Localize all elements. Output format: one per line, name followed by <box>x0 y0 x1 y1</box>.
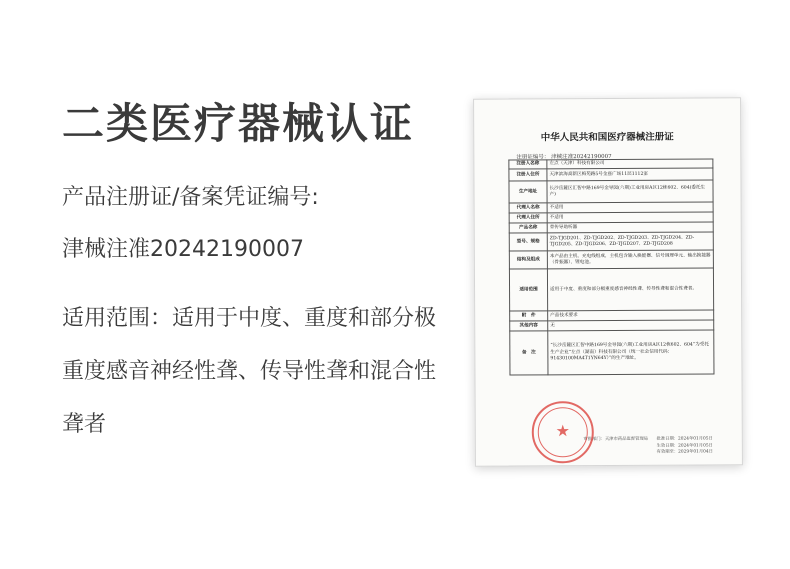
table-row: 其他内容 无 <box>510 320 714 331</box>
table-row: 型号、规格 ZD-TJGD201、ZD-TJGD202、ZD-TJGD203、ZD-TJGD204、ZD-TJGD205、ZD-TJGD206、ZD-TJGD207、ZD-TJGD208 <box>509 232 713 251</box>
certificate-title: 中华人民共和国医疗器械注册证 <box>540 131 674 144</box>
official-seal <box>532 401 594 463</box>
info-panel <box>62 96 462 451</box>
table-row: 适用范围 适用于中度、重度和部分极重度感音神经性聋、传导性聋和混合性聋者。 <box>509 268 713 311</box>
page-heading: 二类医疗器械认证 <box>62 99 415 148</box>
table-row: 生产地址 长沙岳麓区汇智中路169号金导园(六期)工业用房A区12栋602、604(委托生产) <box>509 180 713 203</box>
expiry-date: 有效期至：2029年01月04日 <box>656 449 713 455</box>
table-row: 结构及组成 本产品由主机、充电线组成，主机包含输入换能器、信号调理单元、输出换能器（骨振器）、锂电池。 <box>509 250 713 269</box>
table-row: 代理人住所 不适用 <box>509 212 713 223</box>
effective-date: 生效日期：2024年01月05日 <box>656 442 713 449</box>
table-row: 附 件 产品技术要求 <box>510 310 714 321</box>
table-row: 注册人名称 左点（天津）科技有限公司 <box>509 159 713 169</box>
registration-label: 产品注册证/备案凭证编号: <box>62 185 319 210</box>
scope-text: 适用范围：适用于中度、重度和部分极重度感音神经性聋、传导性聋和混合性聋者 <box>62 306 437 437</box>
table-row: 产品名称 骨传导助听器 <box>509 222 713 233</box>
table-row: 代理人名称 不适用 <box>509 202 713 213</box>
table-row: 注册人住所 天津滨海高新区梅苑路5号金座广场11层1112室 <box>509 168 713 181</box>
certificate-number: 注册证编号： 津械注准20242190007 <box>516 153 612 161</box>
registration-number: 津械注准20242190007 <box>62 237 304 262</box>
certificate-table <box>508 158 714 375</box>
certificate-image <box>473 97 743 466</box>
approval-date: 审批部门：天津市药品监督管理局 批准日期：2024年01月05日 <box>583 436 713 443</box>
seal-star-icon: ★ <box>555 421 570 441</box>
table-row: 备 注 “长沙岳麓区汇智中路169号金导园(六期)工业用房A区12栋602、604”为受托生产企业“左点（湖南）科技有限公司（统一社会信用代码：91430100MA4T1YN64Y）”的生产地址。 <box>510 330 714 375</box>
